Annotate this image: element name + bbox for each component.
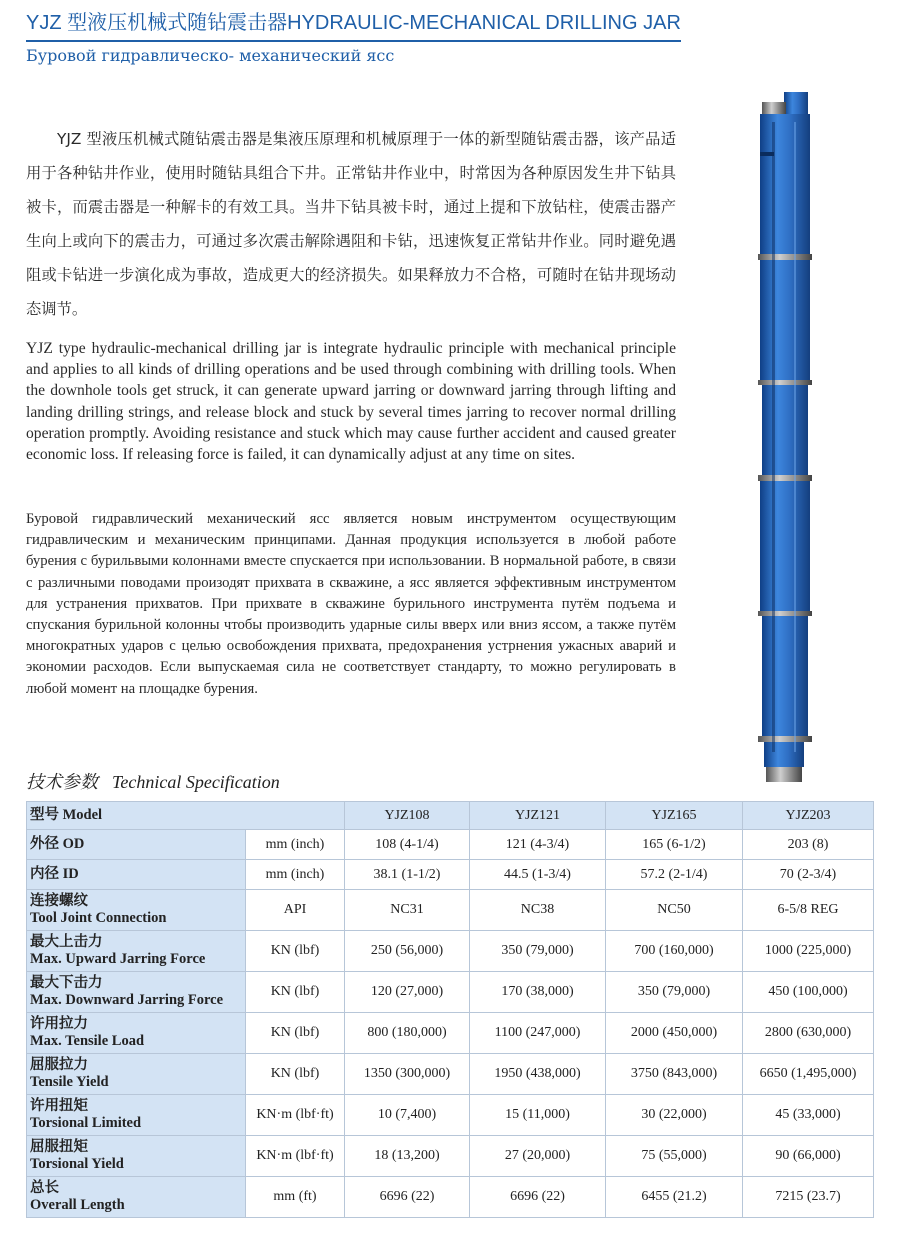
model-header: YJZ165 xyxy=(606,802,743,830)
table-cell: 6455 (21.2) xyxy=(606,1177,743,1218)
row-label: 最大上击力 Max. Upward Jarring Force xyxy=(27,931,246,972)
table-cell: 15 (11,000) xyxy=(470,1095,606,1136)
row-label: 最大下击力 Max. Downward Jarring Force xyxy=(27,972,246,1013)
row-label: 许用拉力 Max. Tensile Load xyxy=(27,1013,246,1054)
table-cell: 1000 (225,000) xyxy=(743,931,874,972)
table-cell: 57.2 (2-1/4) xyxy=(606,860,743,890)
table-cell: 121 (4-3/4) xyxy=(470,830,606,860)
table-cell: 6-5/8 REG xyxy=(743,890,874,931)
table-row xyxy=(27,1013,874,1054)
row-label: 内径 ID xyxy=(27,860,246,890)
table-cell: 6696 (22) xyxy=(345,1177,470,1218)
row-unit: mm (ft) xyxy=(246,1177,345,1218)
table-cell: 38.1 (1-1/2) xyxy=(345,860,470,890)
table-cell: 450 (100,000) xyxy=(743,972,874,1013)
table-cell: 44.5 (1-3/4) xyxy=(470,860,606,890)
spec-table xyxy=(26,801,874,1218)
row-label: 总长 Overall Length xyxy=(27,1177,246,1218)
row-label: 屈服扭矩 Torsional Yield xyxy=(27,1136,246,1177)
model-header: YJZ203 xyxy=(743,802,874,830)
row-unit: KN (lbf) xyxy=(246,972,345,1013)
row-unit: KN (lbf) xyxy=(246,1054,345,1095)
table-cell: 203 (8) xyxy=(743,830,874,860)
table-row xyxy=(27,860,874,890)
page-subtitle: Буровой гидравлическо- механический ясс xyxy=(26,46,395,65)
table-cell: 800 (180,000) xyxy=(345,1013,470,1054)
table-cell: 108 (4-1/4) xyxy=(345,830,470,860)
table-cell: 165 (6-1/2) xyxy=(606,830,743,860)
table-cell: 90 (66,000) xyxy=(743,1136,874,1177)
row-unit: mm (inch) xyxy=(246,860,345,890)
spec-section-title xyxy=(26,768,280,794)
table-cell: 1100 (247,000) xyxy=(470,1013,606,1054)
drilling-jar-illustration xyxy=(754,92,814,782)
table-cell: 10 (7,400) xyxy=(345,1095,470,1136)
table-cell: 45 (33,000) xyxy=(743,1095,874,1136)
table-row xyxy=(27,830,874,860)
table-cell: 700 (160,000) xyxy=(606,931,743,972)
row-unit: mm (inch) xyxy=(246,830,345,860)
model-header-label: 型号 Model xyxy=(27,802,345,830)
table-row xyxy=(27,890,874,931)
row-unit: KN (lbf) xyxy=(246,931,345,972)
table-cell: 70 (2-3/4) xyxy=(743,860,874,890)
row-label: 连接螺纹 Tool Joint Connection xyxy=(27,890,246,931)
table-cell: 170 (38,000) xyxy=(470,972,606,1013)
table-row xyxy=(27,1136,874,1177)
row-label: 许用扭矩 Torsional Limited xyxy=(27,1095,246,1136)
row-unit: API xyxy=(246,890,345,931)
table-cell: 250 (56,000) xyxy=(345,931,470,972)
row-unit: KN (lbf) xyxy=(246,1013,345,1054)
table-cell: 6696 (22) xyxy=(470,1177,606,1218)
table-cell: 350 (79,000) xyxy=(470,931,606,972)
row-label: 外径 OD xyxy=(27,830,246,860)
table-cell: 2800 (630,000) xyxy=(743,1013,874,1054)
table-cell: NC38 xyxy=(470,890,606,931)
table-cell: 350 (79,000) xyxy=(606,972,743,1013)
paragraph-russian: Буровой гидравлический механический ясс является новым инструментом осуществующим гидравлическим и механическим принципами. Данная продукция используется в любой работе бурения с бурильвыми колоннами вместе спускается при использовании. В нормальной работе, в связи с различными поводами произодят прихвата в скважине, а ясс является эффективным инструментом для устранения прихватов. При прихвате в скважине бурильного инструмента путём подъема и спускания бурильной колонны чтобы производить ударные силы вверх или вниз яссом, а также путём многократных ударов с целью освобождения прихвата, предохранения устрнения ужасных аварий и экономии расходов. Если выпускаемая сила не соответствует стандарту, то можно регулировать в любой момент на площадке бурения. xyxy=(26,511,676,697)
table-cell: 18 (13,200) xyxy=(345,1136,470,1177)
table-cell: NC31 xyxy=(345,890,470,931)
table-cell: 30 (22,000) xyxy=(606,1095,743,1136)
paragraph-chinese: YJZ 型液压机械式随钻震击器是集液压原理和机械原理于一体的新型随钻震击器，该产品适用于各种钻井作业，使用时随钻具组合下井。正常钻井作业中，时常因为各种原因发生井下钻具被卡，而震击器是一种解卡的有效工具。当井下钻具被卡时，通过上提和下放钻柱，使震击器产生向上或向下的震击力，可通过多次震击解除遇阻和卡钻，迅速恢复正常钻井作业。同时避免遇阻或卡钻进一步演化成为事故，造成更大的经济损失。如果释放力不合格，可随时在钻井现场动态调节。 xyxy=(26,130,676,318)
table-row xyxy=(27,1095,874,1136)
table-row xyxy=(27,931,874,972)
model-header: YJZ121 xyxy=(470,802,606,830)
table-row xyxy=(27,972,874,1013)
table-cell: 120 (27,000) xyxy=(345,972,470,1013)
row-unit: KN·m (lbf·ft) xyxy=(246,1136,345,1177)
spec-title-cn: 技术参数 xyxy=(26,772,98,793)
spec-header-row xyxy=(27,802,874,830)
page-title: YJZ 型液压机械式随钻震击器HYDRAULIC-MECHANICAL DRILLING JAR xyxy=(26,12,681,34)
row-label: 屈服拉力 Tensile Yield xyxy=(27,1054,246,1095)
table-cell: 27 (20,000) xyxy=(470,1136,606,1177)
table-cell: NC50 xyxy=(606,890,743,931)
table-cell: 75 (55,000) xyxy=(606,1136,743,1177)
spec-title-en: Technical Specification xyxy=(112,772,280,792)
table-cell: 1350 (300,000) xyxy=(345,1054,470,1095)
table-cell: 3750 (843,000) xyxy=(606,1054,743,1095)
table-row xyxy=(27,1054,874,1095)
paragraph-english: YJZ type hydraulic-mechanical drilling jar is integrate hydraulic principle with mechanical principle and applies to all kinds of drilling operations and be used through combining with drilling tools. When the downhole tools get struck, it can generate upward jarring or downward jarring through lifting and landing drilling strings, and release block and stuck by several times jarring to recover normal drilling operation promptly. Avoiding resistance and stuck which may cause further accident and caused greater economic loss. If releasing force is failed, it can dynamically adjust at any time on sites. xyxy=(26,340,676,464)
table-cell: 2000 (450,000) xyxy=(606,1013,743,1054)
table-cell: 1950 (438,000) xyxy=(470,1054,606,1095)
table-cell: 7215 (23.7) xyxy=(743,1177,874,1218)
row-unit: KN·m (lbf·ft) xyxy=(246,1095,345,1136)
table-cell: 6650 (1,495,000) xyxy=(743,1054,874,1095)
table-row xyxy=(27,1177,874,1218)
model-header: YJZ108 xyxy=(345,802,470,830)
title-divider xyxy=(26,40,681,42)
